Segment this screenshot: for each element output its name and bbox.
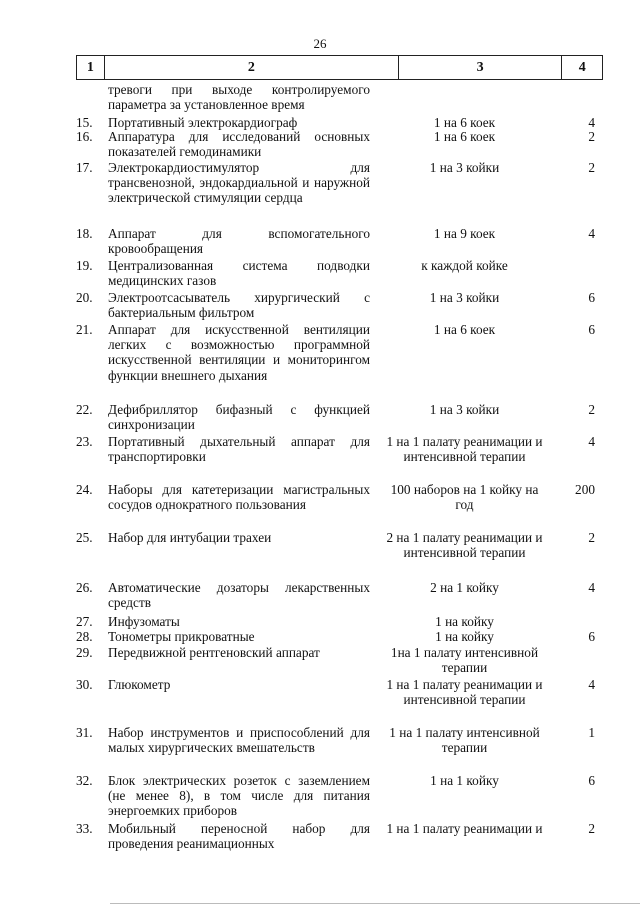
cell-qty: 2 xyxy=(588,160,595,175)
table-row xyxy=(76,677,595,707)
cell-num xyxy=(76,82,103,112)
cell-qty: 2 xyxy=(588,402,595,417)
table-row xyxy=(76,160,595,206)
cell-num: 26. xyxy=(76,580,93,595)
cell-desc: Тонометры прикроватные xyxy=(108,629,255,644)
cell-norm: 1 на 1 палату реанимации и интенсивной терапии xyxy=(386,677,543,708)
cell-qty: 2 xyxy=(588,821,595,836)
cell-num: 17. xyxy=(76,160,93,175)
header-col-4: 4 xyxy=(578,59,586,75)
cell-desc: Аппаратура для исследований основных показателей гемодинамики xyxy=(108,129,370,160)
table-row xyxy=(76,645,595,675)
table-row xyxy=(76,402,595,432)
cell-norm: 2 на 1 палату реанимации и интенсивной терапии xyxy=(386,530,543,561)
table-row xyxy=(76,629,595,644)
cell-norm: 1 на 6 коек xyxy=(433,129,496,144)
cell-num: 16. xyxy=(76,129,93,144)
cell-num: 19. xyxy=(76,258,93,273)
cell-qty: 4 xyxy=(588,580,595,595)
table-row xyxy=(76,115,595,130)
cell-norm xyxy=(382,82,547,112)
table-row xyxy=(76,434,595,464)
cell-qty: 2 xyxy=(588,129,595,144)
cell-desc: Централизованная система подводки медицинских газов xyxy=(108,258,370,289)
table-row xyxy=(76,821,595,851)
cell-num: 25. xyxy=(76,530,93,545)
cell-qty: 200 xyxy=(575,482,595,497)
table-row xyxy=(76,530,595,560)
table-row xyxy=(76,773,595,819)
cell-qty: 2 xyxy=(588,530,595,545)
cell-norm: 1 на койку xyxy=(435,614,494,629)
cell-norm: 2 на 1 койку xyxy=(430,580,499,595)
cell-norm: 1на 1 палату интенсивной терапии xyxy=(390,645,539,676)
cell-num: 30. xyxy=(76,677,93,692)
cell-norm: 1 на 3 койки xyxy=(429,402,500,417)
cell-num: 28. xyxy=(76,629,93,644)
table-row xyxy=(76,226,595,256)
cell-desc: Мобильный переносной набор для проведения реанимационных xyxy=(108,821,370,852)
cell-norm: 1 на 6 коек xyxy=(433,115,496,130)
table-row xyxy=(76,258,595,288)
table-row xyxy=(76,580,595,610)
table-header xyxy=(76,55,603,80)
cell-num: 33. xyxy=(76,821,93,836)
cell-num: 21. xyxy=(76,322,93,337)
cell-norm: 1 на 3 койки xyxy=(429,290,500,305)
cell-qty xyxy=(547,82,595,112)
table-row xyxy=(76,82,595,112)
cell-desc: Передвижной рентгеновский аппарат xyxy=(108,645,320,660)
page-number: 26 xyxy=(313,36,327,51)
cell-desc: Наборы для катетеризации магистральных сосудов однократного пользования xyxy=(108,482,370,513)
cell-num: 31. xyxy=(76,725,93,740)
cell-norm: 1 на 1 палату реанимации и интенсивной терапии xyxy=(386,434,543,465)
cell-num: 22. xyxy=(76,402,93,417)
cell-norm: 1 на 1 койку xyxy=(430,773,499,788)
cell-desc: Портативный электрокардиограф xyxy=(108,115,298,130)
cell-num: 23. xyxy=(76,434,93,449)
cell-desc: Автоматические дозаторы лекарственных средств xyxy=(108,580,370,611)
cell-norm: 1 на 9 коек xyxy=(433,226,496,241)
cell-qty: 6 xyxy=(588,773,595,788)
cell-qty: 6 xyxy=(588,290,595,305)
table-row xyxy=(76,290,595,320)
table-row xyxy=(76,322,595,383)
cell-qty: 4 xyxy=(588,115,595,130)
cell-desc: Набор инструментов и приспособлений для малых хирургических вмешательств xyxy=(108,725,370,756)
cell-desc: Аппарат для вспомогательного кровообращения xyxy=(108,226,370,257)
cell-qty: 6 xyxy=(588,629,595,644)
cell-desc: Блок электрических розеток с заземлением (не менее 8), в том числе для питания энергоемких приборов xyxy=(108,773,370,819)
cell-desc: Электроотсасыватель хирургический с бактериальным фильтром xyxy=(108,290,370,321)
header-col-2: 2 xyxy=(105,56,399,79)
cell-num: 27. xyxy=(76,614,93,629)
equipment-table xyxy=(76,55,603,852)
cell-num: 20. xyxy=(76,290,93,305)
cell-desc: Набор для интубации трахеи xyxy=(108,530,272,545)
cell-norm: 100 наборов на 1 койку на год xyxy=(390,482,539,513)
cell-num: 15. xyxy=(76,115,93,130)
cell-desc: Электрокардиостимулятор для трансвенозной, эндокардиальной и наружной электрической стимуляции сердца xyxy=(108,160,370,206)
cell-desc: тревоги при выходе контролируемого параметра за установленное время xyxy=(108,82,370,113)
table-row xyxy=(76,482,595,512)
cell-desc: Аппарат для искусственной вентиляции легких с возможностью программной искусственной вентиляции и мониторингом функции внешнего дыхания xyxy=(108,322,370,383)
cell-qty: 4 xyxy=(588,434,595,449)
cell-num: 18. xyxy=(76,226,93,241)
cell-num: 24. xyxy=(76,482,93,497)
cell-qty xyxy=(547,614,595,629)
cell-norm: к каждой койке xyxy=(421,258,508,273)
table-row xyxy=(76,725,595,755)
cell-norm: 1 на 6 коек xyxy=(433,322,496,337)
header-col-3: 3 xyxy=(399,56,562,79)
cell-qty xyxy=(547,258,595,288)
cell-norm: 1 на койку xyxy=(435,629,494,644)
cell-desc: Дефибриллятор бифазный с функцией синхронизации xyxy=(108,402,370,433)
cell-desc: Портативный дыхательный аппарат для транспортировки xyxy=(108,434,370,465)
bottom-divider xyxy=(110,903,640,904)
cell-qty xyxy=(547,645,595,675)
cell-desc: Инфузоматы xyxy=(108,614,180,629)
cell-norm: 1 на 3 койки xyxy=(429,160,500,175)
cell-qty: 1 xyxy=(588,725,595,740)
cell-norm: 1 на 1 палату реанимации и xyxy=(386,821,543,836)
cell-qty: 6 xyxy=(588,322,595,337)
cell-qty: 4 xyxy=(588,226,595,241)
cell-norm: 1 на 1 палату интенсивной терапии xyxy=(389,725,540,756)
table-row xyxy=(76,129,595,159)
header-col-1: 1 xyxy=(77,56,105,79)
cell-qty: 4 xyxy=(588,677,595,692)
table-row xyxy=(76,614,595,629)
cell-desc: Глюкометр xyxy=(108,677,171,692)
cell-num: 29. xyxy=(76,645,93,660)
cell-num: 32. xyxy=(76,773,93,788)
